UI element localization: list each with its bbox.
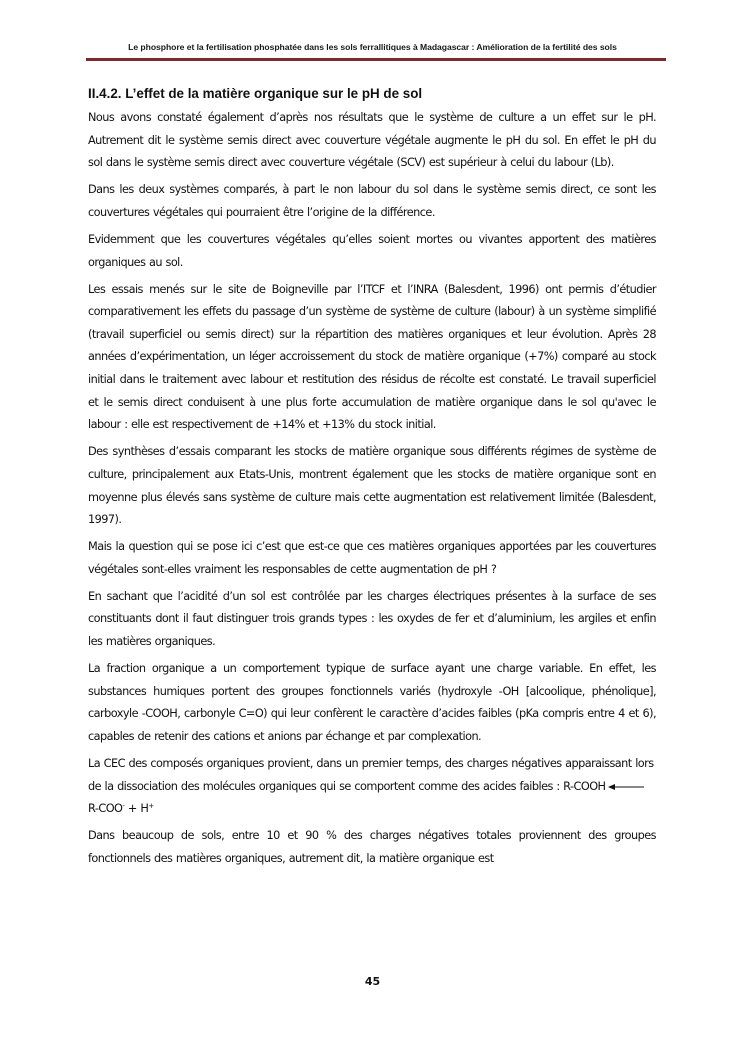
page-body [88, 84, 656, 875]
reactant: R-COOH [563, 779, 606, 793]
product-charge: - [122, 802, 125, 811]
equilibrium-arrow-icon [608, 782, 646, 792]
running-header: Le phosphore et la fertilisation phosphatée dans les sols ferrallitiques à Madagascar : Amélioration de la fertilité des sols [128, 42, 617, 52]
plus-proton: + H [124, 802, 149, 816]
paragraph-8: La fraction organique a un comportement typique de surface ayant une charge variable. En effet, les substances humiques portent des groupes fonctionnels variés (hydroxyle -OH [alcoolique, phénolique], carboxyle -COOH, carbonyle C=O) qui leur confèrent le caractère d’acides faibles (pKa compris entre 4 et 6), capables de retenir des cations et anions par échange et par complexation. [88, 662, 656, 743]
page-number: 45 [364, 975, 381, 988]
proton-charge: + [148, 802, 154, 811]
paragraph-3: Evidemment que les couvertures végétales qu’elles soient mortes ou vivantes apportent des matières organiques au sol. [88, 232, 656, 269]
section-title: II.4.2. L’effet de la matière organique sur le pH de sol [88, 86, 423, 101]
paragraph-4: Les essais menés sur le site de Boigneville par l’ITCF et l’INRA (Balesdent, 1996) ont permis d’étudier comparativement les effets du passage d’un système de système de culture (labour) à un système simplifié (travail superficiel ou semis direct) sur la répartition des matières organiques et leur évolution. Après 28 années d’expérimentation, un léger accroissement du stock de matière organique (+7%) comparé au stock initial dans le traitement avec labour et restitution des résidus de récolte est constaté. Le travail superficiel et le semis direct conduisent à une plus forte accumulation de matière organique dans le sol qu'avec le labour : elle est respectivement de +14% et +13% du stock initial. [88, 282, 656, 432]
product-base: R-COO [88, 802, 123, 816]
paragraph-7: En sachant que l’acidité d’un sol est contrôlée par les charges électriques présentes à la surface de ses constituants dont il faut distinguer trois grands types : les oxydes de fer et d’aluminium, les argiles et enfin les matières organiques. [88, 589, 656, 649]
paragraph-5: Des synthèses d’essais comparant les stocks de matière organique sous différents régimes de système de culture, principalement aux Etats-Unis, montrent également que les stocks de matière organique sont en moyenne plus élevés sans système de culture mais cette augmentation est relativement limitée (Balesdent, 1997). [88, 445, 656, 527]
paragraph-1: Nous avons constaté également d’après nos résultats que le système de culture a un effet sur le pH. Autrement dit le système semis direct avec couverture végétale augmente le pH du sol. En effet le pH du sol dans le système semis direct avec couverture végétale (SCV) est supérieur à celui du labour (Lb). [88, 111, 656, 170]
paragraph-6: Mais la question qui se pose ici c’est que est-ce que ces matières organiques apportées par les couvertures végétales sont-elles vraiment les responsables de cette augmentation de pH ? [88, 540, 656, 576]
paragraph-last: Dans beaucoup de sols, entre 10 et 90 % des charges négatives totales proviennent des groupes fonctionnels des matières organiques, autrement dit, la matière organique est [88, 829, 656, 865]
header-divider [86, 58, 666, 61]
paragraph-2: Dans les deux systèmes comparés, à part le non labour du sol dans le système semis direct, ce sont les couvertures végétales qui pourraient être l’origine de la différence. [88, 183, 656, 219]
cec-text: La CEC des composés organiques provient, dans un premier temps, des charges négatives apparaissant lors de la dissociation des molécules organiques qui se comportent comme des acides faibles : [88, 757, 654, 793]
paragraph-cec [88, 753, 656, 821]
